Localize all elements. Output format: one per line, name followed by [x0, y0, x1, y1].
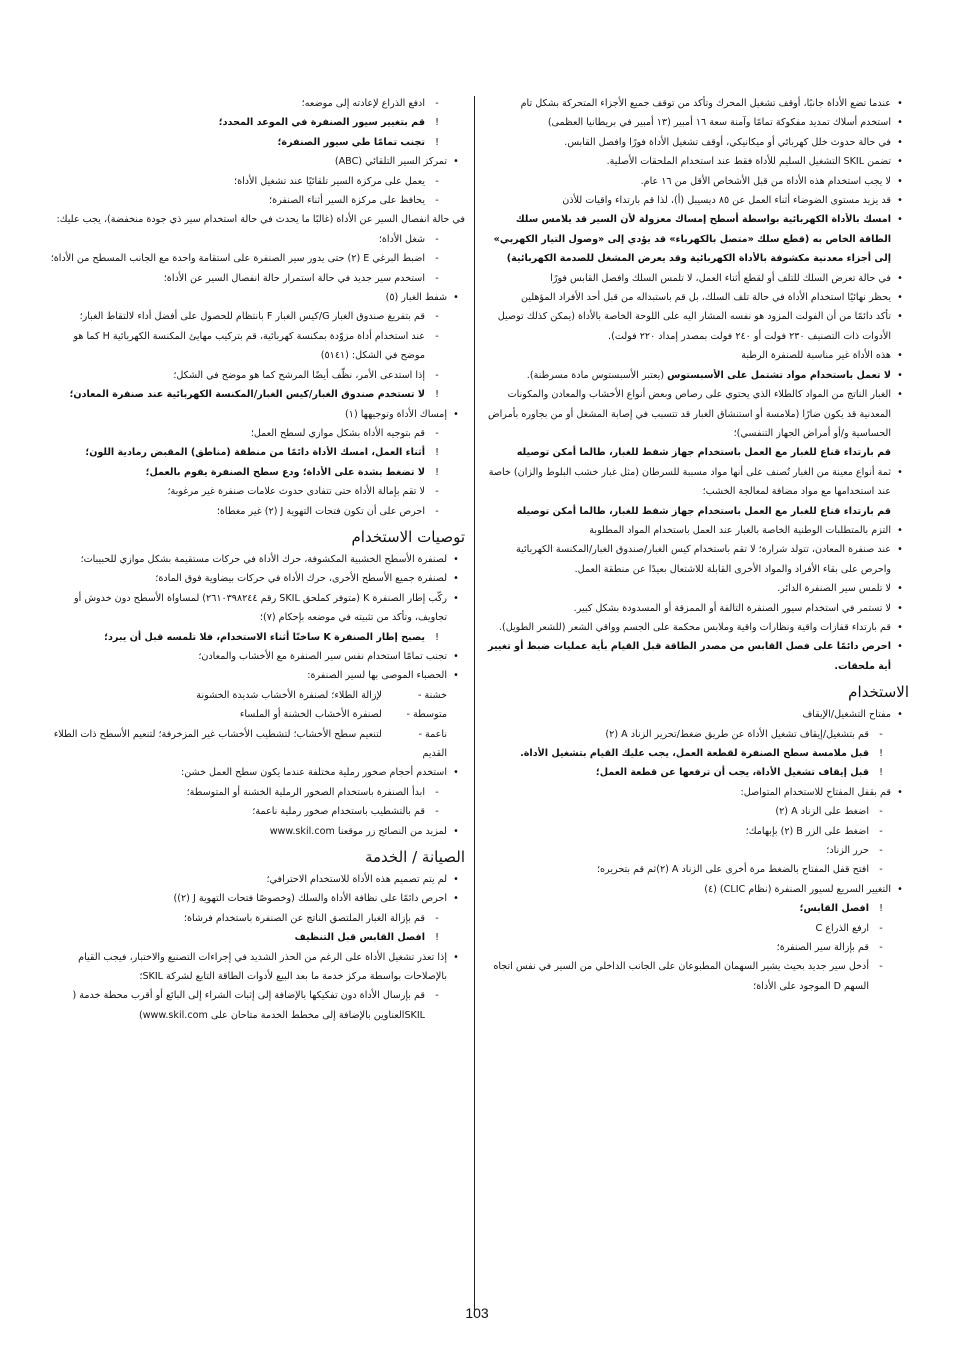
item-text: إذا استدعى الأمر، نظّف أيضًا المرشح كما هو موضح في الشكل؛ [173, 369, 425, 381]
bullet-mark: • [897, 117, 903, 129]
item-text: لا تقم بإمالة الأداة حتى تتفادى حدوث علامات صنفرة غير مرغوبة؛ [167, 486, 425, 498]
grit-item [50, 725, 465, 764]
item-text: تمركز السير التلقائي (ABC) [334, 156, 447, 168]
item-text: مفتاح التشغيل/الإيقاف [802, 709, 891, 721]
item-text: يحافظ على مركزة السير أثناء الصنفرة؛ [269, 195, 425, 207]
dash-mark: - [435, 505, 439, 517]
warning-item [485, 744, 909, 763]
item-text: عندما تضع الأداة جانبًا، أوقف تشغيل المحرك وتأكد من توقف جميع الأجزاء المتحركة بشكل تام [520, 98, 891, 109]
exclamation-mark: ! [435, 117, 439, 129]
bullet-item [485, 705, 909, 724]
bullet-mark: • [897, 272, 903, 284]
bullet-mark: • [897, 709, 903, 721]
dash-item [50, 986, 465, 1025]
dash-item [485, 957, 909, 996]
bullet-item [485, 133, 909, 152]
item-text: افصل القابس؛ [799, 903, 869, 915]
page-number: 103 [465, 1305, 489, 1321]
dash-mark: - [435, 369, 439, 381]
bullet-mark: • [897, 544, 903, 556]
bullet-mark: • [453, 553, 459, 565]
item-text: قم بإرسال الأداة دون تفكيكها بالإضافة إلى إثبات الشراء إلى البائع أو أقرب محطة خدمة ( SKILالعناوين بالإضافة إلى مخطط الخدمة متاحان على www.skil.com) [72, 990, 425, 1021]
left-column [50, 94, 465, 1025]
item-text: قم بارتداء قفازات واقية ونظارات واقية وملابس محكمة على الجسم وواقي الشعر (للشعر الطويل). [498, 621, 891, 633]
item-text: لإزالة الطلاء؛ لصنفرة الأخشاب شديدة الخشونة [196, 689, 382, 701]
bullet-mark: • [453, 573, 459, 585]
item-text: إمساك الأداة وتوجيهها (١) [345, 408, 447, 420]
item-text: قم بتشغيل/إيقاف تشغيل الأداة عن طريق ضغط/تحرير الزناد A (٢) [605, 728, 869, 740]
warning-item [50, 133, 465, 152]
item-text: الحصباء الموصى بها لسير الصنفرة: [307, 670, 447, 682]
item-text [527, 370, 891, 381]
dash-item [50, 366, 465, 385]
exclamation-mark: ! [879, 748, 883, 759]
dash-item [485, 919, 909, 938]
item-text: إذا تعذر تشغيل الأداة على الرغم من الحذر الشديد في إجراءات التصنيع والاختبار، فيجب القيام بالإصلاحات بواسطة مركز خدمة ما بعد البيع لأدوات الطاقة التابع لشركة SKIL؛ [78, 951, 447, 983]
bullet-item [50, 822, 465, 841]
right-column [485, 94, 909, 996]
item-text: ابدأ الصنفرة باستخدام الصخور الرملية الخشنة أو المتوسطة؛ [186, 786, 425, 798]
dash-item [485, 822, 909, 841]
bullet-mark: • [897, 466, 903, 478]
item-text: هذه الأداة غير مناسبة للصنفرة الرطبة [741, 350, 891, 362]
exclamation-mark: ! [435, 136, 439, 148]
item-text: افصل القابس قبل التنظيف [294, 932, 425, 944]
bullet-item [485, 172, 909, 191]
dash-item [485, 802, 909, 821]
dash-mark: - [435, 486, 439, 498]
bullet-mark: • [897, 524, 903, 536]
dash-mark: - [879, 922, 883, 934]
bullet-mark: • [453, 825, 459, 837]
item-text: لا تستمر في استخدام سيور الصنفرة التالفة أو الممزقة أو المسدودة بشكل كبير. [573, 602, 891, 614]
item-text: لصنفرة جميع الأسطح الأخرى، حرك الأداة في حركات بيضاوية فوق المادة؛ [155, 573, 447, 585]
exclamation-mark: ! [435, 389, 439, 401]
dash-mark: - [879, 806, 883, 818]
dash-item [485, 860, 909, 879]
bullet-item [485, 269, 909, 288]
bullet-item [485, 113, 909, 132]
item-text: حرر الزناد؛ [826, 845, 869, 857]
item-text: اضغط على الزر B (٢) بإبهامك؛ [745, 825, 869, 837]
dash-item [50, 269, 465, 288]
exclamation-mark: ! [435, 932, 439, 944]
item-text: ارفع الذراع C [815, 922, 869, 934]
item-text: قم بتفريغ صندوق الغبار G/كيس الغبار F بانتظام للحصول على أفضل أداء لالتقاط الغبار؛ [79, 311, 425, 323]
bullet-item [485, 463, 909, 502]
dash-mark: - [879, 942, 883, 954]
bullet-item [50, 763, 465, 782]
dash-mark: - [435, 786, 439, 798]
warning-item [50, 628, 465, 647]
bullet-mark: • [453, 292, 459, 304]
bullet-mark: • [897, 195, 903, 207]
dash-item [50, 230, 465, 249]
bullet-mark: • [897, 786, 903, 798]
bullet-item [50, 550, 465, 569]
bullet-item [485, 346, 909, 365]
item-text: لم يتم تصميم هذه الأداة للاستخدام الاحترافي؛ [266, 874, 447, 886]
item-text: قم بإزالة سير الصنفرة؛ [776, 942, 869, 954]
dash-item [50, 909, 465, 928]
bullet-mark: • [453, 767, 459, 779]
dash-mark: - [435, 806, 439, 818]
item-text: قم بإزالة الغبار الملتصق الناتج عن الصنفرة باستخدام فرشاة؛ [183, 912, 425, 924]
dash-item [50, 249, 465, 268]
item-text: شفط الغبار (٥) [385, 292, 447, 304]
bullet-mark: • [897, 214, 903, 226]
bullet-mark: • [897, 350, 903, 362]
dash-item [50, 424, 465, 443]
section-heading: الصيانة / الخدمة [364, 848, 465, 867]
dash-mark: - [435, 912, 439, 924]
dash-item [50, 172, 465, 191]
item-text: تجنب تمامًا استخدام نفس سير الصنفرة مع الأخشاب والمعادن؛ [198, 650, 447, 662]
item-text: لا تضغط بشدة على الأداة؛ ودع سطح الصنفرة يقوم بالعمل؛ [145, 466, 425, 478]
item-text: لا يجب استخدام هذه الأداة من قبل الأشخاص الأقل من ١٦ عام. [640, 175, 891, 187]
section-heading: الاستخدام [848, 683, 909, 702]
item-text: عند صنفرة المعادن، تتولد شرارة؛ لا تقم باستخدام كيس الغبار/صندوق الغبار/المكنسة الكهربائية واحرص على بقاء الأفراد والمواد الأخرى القابلة للاشتعال بعيدًا عن منطقة العمل. [515, 544, 891, 575]
bullet-mark: • [897, 292, 903, 304]
item-text: اضبط البرغي E (٢) حتى يدور سير الصنفرة على استقامة واحدة مع الجانب المسطح من الأداة؛ [50, 253, 425, 265]
bullet-item [485, 783, 909, 802]
item-text: قبل ملامسة سطح الصنفرة لقطعة العمل، يجب عليك القيام بتشغيل الأداة. [520, 748, 869, 759]
item-lead: لا تعمل باستخدام مواد تشتمل على الأسبستوس [667, 369, 891, 381]
dash-mark: - [435, 311, 439, 323]
bullet-mark: • [453, 592, 459, 604]
warning-item [50, 928, 465, 947]
dash-mark: - [879, 864, 883, 876]
bullet-mark: • [897, 136, 903, 148]
bullet-item [485, 521, 909, 540]
bold-continuation [485, 443, 909, 462]
bullet-item [50, 948, 465, 987]
section-heading: توصيات الاستخدام [351, 527, 465, 546]
bullet-item [485, 637, 909, 676]
dash-mark: - [879, 845, 883, 857]
item-text: قم بتغيير سيور الصنفرة في الموعد المحدد؛ [218, 117, 425, 129]
item-text: شغل الأداة؛ [378, 233, 425, 245]
item-text: ركّب إطار الصنفرة K (متوفر كملحق SKIL رقم ٢٦١٠٣٩٨٢٤٤) لمساواة الأسطح دون خدوش أو تجاويف، وتأكد من تثبيته في موضعه بإحكام (٧)؛ [73, 592, 447, 624]
item-text: يحظر نهائيًا استخدام الأداة في حالة تلف السلك، بل قم باستبداله من قبل أحد الأفراد المؤهلين [521, 292, 891, 304]
bullet-mark: • [453, 650, 459, 662]
dash-mark: - [435, 330, 439, 342]
dash-mark: - [879, 825, 883, 837]
bullet-mark: • [897, 369, 903, 381]
item-text: قم بالتشطيب باستخدام صخور رملية ناعمة؛ [252, 806, 425, 818]
item-text: قبل إيقاف تشغيل الأداة، يجب أن ترفعها عن قطعة العمل؛ [595, 767, 869, 779]
bullet-item [50, 152, 465, 171]
dash-mark: - [435, 98, 439, 109]
dash-mark: - [435, 272, 439, 284]
grit-label: ناعمة - [418, 728, 447, 740]
warning-item [50, 443, 465, 462]
item-text: تضمن SKIL التشغيل السليم للأداة فقط عند استخدام الملحقات الأصلية. [606, 156, 891, 168]
bullet-item [485, 307, 909, 346]
item-text: اضغط على الزناد A (٢) [775, 806, 869, 818]
warning-item [50, 385, 465, 404]
column-divider [474, 96, 475, 1310]
item-text: قد يزيد مستوى الضوضاء أثناء العمل عن ٨٥ ديسيبل (أ)، لذا قم بارتداء واقيات للأذن [562, 195, 891, 207]
dash-mark: - [435, 233, 439, 245]
item-text: يصبح إطار الصنفرة K ساخنًا أثناء الاستخدام، فلا تلمسه قبل أن يبرد؛ [104, 631, 425, 643]
item-text: أثناء العمل، امسك الأداة دائمًا من منطقة (مناطق) المقبض رمادية اللون؛ [85, 447, 425, 459]
item-text: أدخل سير جديد بحيث يشير السهمان المطبوعان على الجانب الداخلي من السير في نفس اتجاه السهم D الموجود على الأداة؛ [493, 961, 869, 992]
item-text: التزم بالمتطلبات الوطنية الخاصة بالغبار عند العمل باستخدام المواد المطلوبة [589, 524, 891, 536]
item-text: قم بارتداء قناع للغبار مع العمل باستخدام جهاز شفط للغبار، طالما أمكن توصيله [516, 447, 891, 459]
bullet-mark: • [453, 156, 459, 168]
bullet-item [485, 385, 909, 443]
item-text: قم بقفل المفتاح للاستخدام المتواصل: [740, 786, 891, 798]
bullet-mark: • [453, 874, 459, 886]
bullet-item [485, 152, 909, 171]
bullet-item [485, 540, 909, 579]
exclamation-mark: ! [879, 903, 883, 915]
item-text: ثمة أنواع معينة من الغبار تُصنف على أنها مواد مسببة للسرطان (مثل غبار خشب البلوط والزان) خاصة عند استخدامها مع مواد مضافة لمعالجة الخشب؛ [488, 466, 891, 498]
bullet-mark: • [453, 951, 459, 963]
bullet-item [50, 889, 465, 908]
dash-item [50, 502, 465, 521]
dash-item [485, 841, 909, 860]
bold-continuation [485, 502, 909, 521]
dash-mark: - [435, 427, 439, 439]
bullet-item [50, 569, 465, 588]
bullet-mark: • [897, 641, 903, 653]
dash-mark: - [435, 990, 439, 1002]
dash-mark: - [435, 253, 439, 265]
item-text: احرص دائمًا على نظافة الأداة والسلك (وخصوصًا فتحات التهوية J (٢)) [173, 893, 447, 905]
dash-item [50, 482, 465, 501]
warning-item [50, 463, 465, 482]
exclamation-mark: ! [435, 447, 439, 459]
bullet-mark: • [897, 583, 903, 595]
bullet-item [50, 647, 465, 666]
grit-label: متوسطة - [406, 709, 447, 721]
dash-item [50, 783, 465, 802]
item-text: ادفع الذراع لإعادته إلى موضعه؛ [301, 98, 425, 109]
bullet-mark: • [897, 311, 903, 323]
item-text: تجنب تمامًا طي سيور الصنفرة؛ [277, 136, 425, 148]
bullet-mark: • [897, 621, 903, 633]
bullet-mark: • [897, 883, 903, 895]
bullet-item [50, 288, 465, 307]
grit-item [50, 686, 465, 705]
dash-item [485, 938, 909, 957]
dash-item [50, 94, 465, 113]
dash-item [50, 327, 465, 366]
item-text: لا تلمس سير الصنفرة الدائر. [777, 583, 891, 595]
bullet-mark: • [453, 408, 459, 420]
item-text: لصنفرة الأسطح الخشبية المكشوفة، حرك الأداة في حركات مستقيمة بشكل موازي للحبيبات؛ [80, 553, 447, 565]
item-text: قم بتوجيه الأداة بشكل موازي لسطح العمل؛ [250, 427, 425, 439]
bullet-item [485, 191, 909, 210]
bullet-item [485, 579, 909, 598]
exclamation-mark: ! [879, 767, 883, 779]
dash-item [50, 802, 465, 821]
bullet-mark: • [453, 893, 459, 905]
warning-item [485, 763, 909, 782]
bullet-mark: • [897, 389, 903, 401]
item-text: استخدم أسلاك تمديد مفكوكة تمامًا وآمنة سعة ١٦ أمبير (١٣ أمبير في بريطانيا العظمى) [547, 117, 891, 129]
paragraph [50, 210, 465, 229]
item-text: في حالة حدوث خلل كهربائي أو ميكانيكي، أوقف تشغيل الأداة فورًا وافصل القابس. [564, 136, 891, 148]
dash-mark: - [879, 961, 883, 973]
bullet-item [485, 599, 909, 618]
item-text: لا تستخدم صندوق الغبار/كيس الغبار/المكنسة الكهربائية عند صنفرة المعادن؛ [69, 389, 425, 401]
grit-item [50, 705, 465, 724]
bullet-item [485, 618, 909, 637]
exclamation-mark: ! [435, 631, 439, 643]
bullet-mark: • [897, 175, 903, 187]
item-text: قم بارتداء قناع للغبار مع العمل باستخدام جهاز شفط للغبار، طالما أمكن توصيله [516, 505, 891, 517]
bullet-mark: • [897, 98, 903, 109]
bullet-mark: • [897, 602, 903, 614]
bullet-mark: • [897, 156, 903, 168]
bullet-mark: • [453, 670, 459, 682]
dash-mark: - [435, 195, 439, 207]
item-text: استخدم سير جديد في حالة استمرار حالة انفصال السير عن الأداة؛ [163, 272, 425, 284]
dash-item [50, 307, 465, 326]
dash-item [485, 725, 909, 744]
item-text: تأكد دائمًا من أن الفولت المزود هو نفسه المشار اليه على اللوحة الخاصة بالأداة (يمكن كذلك توصيل الأدوات ذات التصنيف ٢٣٠ فولت أو ٢٤٠ فولت بمصدر إمداد ٢٢٠ فولت). [497, 311, 891, 342]
bullet-item [50, 405, 465, 424]
bullet-item [485, 94, 909, 113]
item-text: يعمل على مركزة السير تلقائيًا عند تشغيل الأداة؛ [234, 175, 425, 187]
item-text: لصنفرة الأخشاب الخشنة أو الملساء [239, 709, 382, 721]
item-text: في حالة انفصال السير عن الأداة (غالبًا ما يحدث في حالة استخدام سير ذي جودة منخفضة)، يجب عليك: [56, 214, 465, 226]
item-text: امسك بالأداة الكهربائية بواسطة أسطح إمساك معزولة لأن السير قد يلامس سلك الطاقة الخاص به (قطع سلك «متصل بالكهرباء» قد يؤدي إلى «وصول التيار الكهربي» إلى أجزاء معدنية مكشوفة بالأداة الكهربائية وقد يعرض المشغل للصدمة الكهربائية) [493, 214, 891, 265]
item-rest: (يعتبر الأسبستوس مادة مسرطنة). [526, 369, 668, 381]
item-text: التغيير السريع لسيور الصنفرة (نظام CLIC) (٤) [704, 883, 891, 895]
bullet-item [485, 880, 909, 899]
item-text: افتح قفل المفتاح بالضغط مرة أخرى على الزناد A (٢)ثم قم بتحريره؛ [596, 864, 869, 876]
item-text: الغبار الناتج من المواد كالطلاء الذي يحتوي على رصاص وبعض أنواع الأخشاب والمعادن والمكونات المعدنية قد يكون ضارًا (ملامسة أو استنشاق الغبار قد تتسبب في إصابة المشغل أو من بجاوره بأمراض الحساسية و/أو أمراض الجهاز التنفسي)؛ [488, 389, 891, 439]
grit-label: خشنة - [417, 689, 447, 701]
bullet-item [50, 666, 465, 685]
item-text: استخدم أحجام صخور رملية مختلفة عندما يكون سطح العمل خشن: [180, 767, 447, 779]
warning-item [50, 113, 465, 132]
exclamation-mark: ! [435, 466, 439, 478]
bullet-item [50, 589, 465, 628]
dash-mark: - [435, 175, 439, 187]
item-text: في حالة تعرض السلك للتلف أو لقطع أثناء العمل، لا تلمس السلك وافصل القابس فورًا [550, 272, 891, 284]
dash-mark: - [879, 728, 883, 740]
item-text: احرص على أن تكون فتحات التهوية J (٢) غير مغطاة؛ [216, 505, 425, 517]
item-text: عند استخدام أداة مزوّدة بمكنسة كهربائية، قم بتركيب مهايئ المكنسة الكهربائية H كما هو موضح في الشكل: (٥١٤١) [73, 330, 425, 362]
bullet-item [485, 210, 909, 268]
dash-item [50, 191, 465, 210]
bullet-item [485, 288, 909, 307]
warning-item [485, 899, 909, 918]
item-text: احرص دائمًا على فصل القابس من مصدر الطاقة قبل القيام بأية عمليات ضبط أو تغيير أية ملحقات. [487, 641, 891, 672]
item-text: لمزيد من النصائح زر موقعنا www.skil.com [269, 825, 447, 837]
item-text: لتنعيم سطح الأخشاب؛ لتشطيب الأخشاب غير المزخرفة؛ لتنعيم الأسطح ذات الطلاء القديم [53, 728, 447, 759]
bullet-item [485, 366, 909, 385]
bullet-item [50, 870, 465, 889]
